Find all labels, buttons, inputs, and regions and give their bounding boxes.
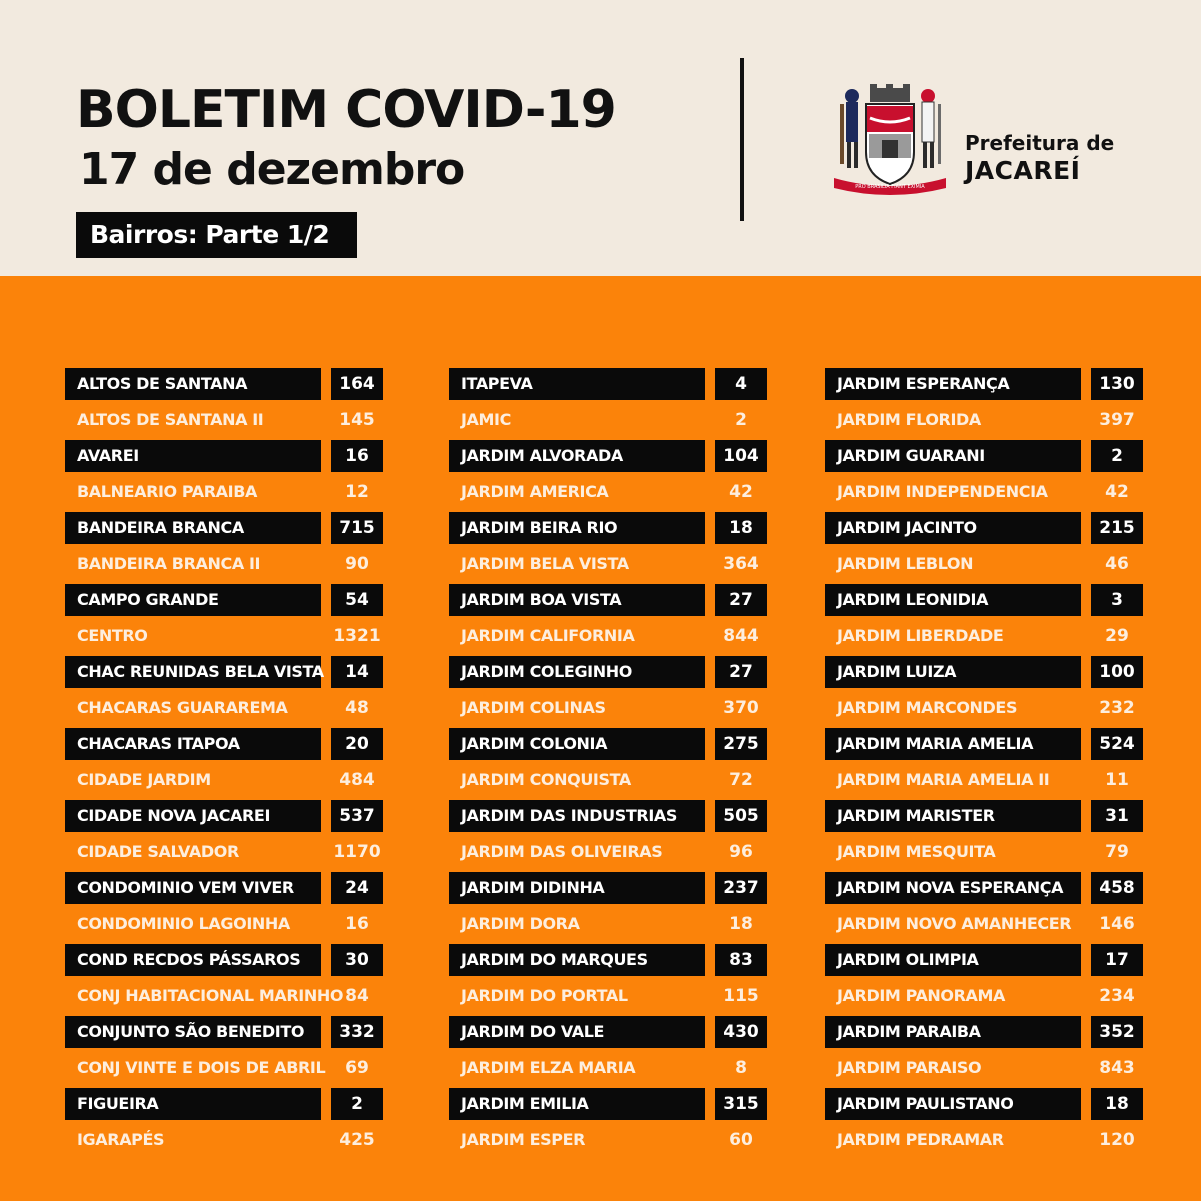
neighborhood-name: BANDEIRA BRANCA II xyxy=(77,554,261,573)
neighborhood-name: JARDIM ELZA MARIA xyxy=(461,1058,636,1077)
neighborhood-name: JARDIM INDEPENDENCIA xyxy=(837,482,1048,501)
neighborhood-name: ALTOS DE SANTANA xyxy=(65,368,321,400)
neighborhood-name: JARDIM DO MARQUES xyxy=(449,944,705,976)
neighborhood-name: JARDIM BEIRA RIO xyxy=(449,512,705,544)
case-count: 505 xyxy=(715,800,767,832)
neighborhood-row xyxy=(825,764,1145,800)
neighborhood-row xyxy=(825,944,1145,980)
neighborhood-name: CHACARAS GUARAREMA xyxy=(77,698,288,717)
neighborhood-row xyxy=(65,1124,385,1160)
case-count: 31 xyxy=(1091,800,1143,832)
neighborhood-row xyxy=(65,728,385,764)
neighborhood-row xyxy=(65,440,385,476)
neighborhood-name: CIDADE JARDIM xyxy=(77,770,211,789)
neighborhood-row xyxy=(825,692,1145,728)
neighborhood-row xyxy=(65,692,385,728)
case-count: 104 xyxy=(715,440,767,472)
neighborhood-column-2 xyxy=(449,368,769,1160)
neighborhood-name: JARDIM ESPERANÇA xyxy=(825,368,1081,400)
case-count: 2 xyxy=(1091,440,1143,472)
neighborhood-name: AVAREI xyxy=(65,440,321,472)
neighborhood-name: JARDIM DO PORTAL xyxy=(461,986,628,1005)
case-count: 215 xyxy=(1091,512,1143,544)
neighborhood-row xyxy=(449,908,769,944)
neighborhood-row xyxy=(65,512,385,548)
neighborhood-name: JARDIM DO VALE xyxy=(449,1016,705,1048)
case-count: 83 xyxy=(715,944,767,976)
neighborhood-row xyxy=(825,836,1145,872)
neighborhood-row xyxy=(65,404,385,440)
neighborhood-name: CONJ HABITACIONAL MARINHO xyxy=(77,986,344,1005)
case-count: 844 xyxy=(723,626,759,646)
neighborhood-name: ITAPEVA xyxy=(449,368,705,400)
neighborhood-row xyxy=(65,476,385,512)
bulletin-date: 17 de dezembro xyxy=(79,144,465,195)
neighborhood-row xyxy=(825,548,1145,584)
neighborhood-row xyxy=(449,1088,769,1124)
neighborhood-name: JARDIM CALIFORNIA xyxy=(461,626,635,645)
neighborhood-row xyxy=(449,1016,769,1052)
neighborhood-row xyxy=(449,440,769,476)
neighborhood-name: JARDIM NOVA ESPERANÇA xyxy=(825,872,1081,904)
neighborhood-name: JARDIM PARAISO xyxy=(837,1058,982,1077)
neighborhood-name: JARDIM MARISTER xyxy=(825,800,1081,832)
case-count: 84 xyxy=(345,986,369,1006)
case-count: 275 xyxy=(715,728,767,760)
case-count: 146 xyxy=(1099,914,1135,934)
neighborhood-name: JARDIM PANORAMA xyxy=(837,986,1006,1005)
neighborhood-row xyxy=(65,548,385,584)
neighborhood-name: CIDADE NOVA JACAREI xyxy=(65,800,321,832)
neighborhood-name: JARDIM DIDINHA xyxy=(449,872,705,904)
case-count: 2 xyxy=(331,1088,383,1120)
case-count: 458 xyxy=(1091,872,1143,904)
case-count: 843 xyxy=(1099,1058,1135,1078)
header-banner xyxy=(0,0,1201,276)
neighborhood-name: CIDADE SALVADOR xyxy=(77,842,239,861)
neighborhood-name: IGARAPÉS xyxy=(77,1130,165,1149)
neighborhood-name: JARDIM PAULISTANO xyxy=(825,1088,1081,1120)
neighborhood-name: CONJ VINTE E DOIS DE ABRIL xyxy=(77,1058,326,1077)
case-count: 54 xyxy=(331,584,383,616)
case-count: 16 xyxy=(345,914,369,934)
neighborhood-row xyxy=(449,980,769,1016)
case-count: 370 xyxy=(723,698,759,718)
case-count: 120 xyxy=(1099,1130,1135,1150)
neighborhood-row xyxy=(825,980,1145,1016)
case-count: 234 xyxy=(1099,986,1135,1006)
neighborhood-row xyxy=(449,764,769,800)
neighborhood-name: JARDIM ESPER xyxy=(461,1130,586,1149)
brand-line-2: JACAREÍ xyxy=(965,156,1081,185)
neighborhood-name: JARDIM GUARANI xyxy=(825,440,1081,472)
neighborhood-column-1 xyxy=(65,368,385,1160)
neighborhood-row xyxy=(65,800,385,836)
case-count: 42 xyxy=(729,482,753,502)
neighborhood-row xyxy=(449,620,769,656)
case-count: 27 xyxy=(715,656,767,688)
neighborhood-row xyxy=(449,836,769,872)
neighborhood-column-3 xyxy=(825,368,1145,1160)
neighborhood-row xyxy=(449,1052,769,1088)
neighborhood-name: BALNEARIO PARAIBA xyxy=(77,482,257,501)
neighborhood-row xyxy=(65,1016,385,1052)
neighborhood-name: JARDIM OLIMPIA xyxy=(825,944,1081,976)
neighborhood-row xyxy=(825,440,1145,476)
case-count: 18 xyxy=(729,914,753,934)
neighborhood-row xyxy=(449,584,769,620)
case-count: 130 xyxy=(1091,368,1143,400)
neighborhood-name: CONJUNTO SÃO BENEDITO xyxy=(65,1016,321,1048)
case-count: 42 xyxy=(1105,482,1129,502)
neighborhood-name: JARDIM ALVORADA xyxy=(449,440,705,472)
brand-line-1: Prefeitura de xyxy=(965,131,1115,155)
neighborhood-name: JARDIM DAS INDUSTRIAS xyxy=(449,800,705,832)
neighborhood-name: JARDIM LEONIDIA xyxy=(825,584,1081,616)
crest-motto: PRO BRASILIA FIANT EXIMIA xyxy=(855,184,925,190)
neighborhood-row xyxy=(65,980,385,1016)
neighborhood-name: JARDIM LEBLON xyxy=(837,554,974,573)
neighborhood-row xyxy=(449,692,769,728)
neighborhood-row xyxy=(825,872,1145,908)
case-count: 46 xyxy=(1105,554,1129,574)
case-count: 24 xyxy=(331,872,383,904)
neighborhood-name: JARDIM MARIA AMELIA xyxy=(825,728,1081,760)
section-badge: Bairros: Parte 1/2 xyxy=(76,212,357,258)
neighborhood-name: JARDIM LUIZA xyxy=(825,656,1081,688)
neighborhood-row xyxy=(825,908,1145,944)
case-count: 17 xyxy=(1091,944,1143,976)
neighborhood-name: BANDEIRA BRANCA xyxy=(65,512,321,544)
neighborhood-name: JARDIM NOVO AMANHECER xyxy=(837,914,1072,933)
neighborhood-row xyxy=(65,1052,385,1088)
case-count: 4 xyxy=(715,368,767,400)
neighborhood-row xyxy=(825,512,1145,548)
neighborhood-row xyxy=(65,1088,385,1124)
neighborhood-name: JARDIM CONQUISTA xyxy=(461,770,631,789)
neighborhood-name: JARDIM MARCONDES xyxy=(837,698,1018,717)
neighborhood-name: CONDOMINIO LAGOINHA xyxy=(77,914,290,933)
neighborhood-row xyxy=(449,476,769,512)
case-count: 397 xyxy=(1099,410,1135,430)
neighborhood-name: FIGUEIRA xyxy=(65,1088,321,1120)
case-count: 715 xyxy=(331,512,383,544)
neighborhood-name: JARDIM COLINAS xyxy=(461,698,606,717)
neighborhood-name: COND RECDOS PÁSSAROS xyxy=(65,944,321,976)
neighborhood-name: ALTOS DE SANTANA II xyxy=(77,410,264,429)
case-count: 96 xyxy=(729,842,753,862)
neighborhood-name: JARDIM MARIA AMELIA II xyxy=(837,770,1050,789)
header-divider xyxy=(740,58,744,221)
neighborhood-name: JARDIM AMERICA xyxy=(461,482,609,501)
neighborhood-name: JARDIM MESQUITA xyxy=(837,842,996,861)
neighborhood-row xyxy=(65,764,385,800)
case-count: 425 xyxy=(339,1130,375,1150)
case-count: 364 xyxy=(723,554,759,574)
case-count: 18 xyxy=(715,512,767,544)
case-count: 18 xyxy=(1091,1088,1143,1120)
neighborhood-row xyxy=(825,1124,1145,1160)
neighborhood-row xyxy=(825,728,1145,764)
neighborhood-name: JARDIM FLORIDA xyxy=(837,410,981,429)
neighborhood-name: CENTRO xyxy=(77,626,148,645)
case-count: 332 xyxy=(331,1016,383,1048)
neighborhood-name: JAMIC xyxy=(461,410,511,429)
neighborhood-row xyxy=(65,944,385,980)
case-count: 524 xyxy=(1091,728,1143,760)
neighborhood-row xyxy=(65,836,385,872)
case-count: 115 xyxy=(723,986,759,1006)
neighborhood-row xyxy=(825,1016,1145,1052)
case-count: 14 xyxy=(331,656,383,688)
case-count: 100 xyxy=(1091,656,1143,688)
neighborhood-name: JARDIM COLONIA xyxy=(449,728,705,760)
case-count: 30 xyxy=(331,944,383,976)
neighborhood-row xyxy=(825,1052,1145,1088)
case-count: 69 xyxy=(345,1058,369,1078)
neighborhood-name: JARDIM PEDRAMAR xyxy=(837,1130,1004,1149)
case-count: 430 xyxy=(715,1016,767,1048)
case-count: 60 xyxy=(729,1130,753,1150)
neighborhood-name: JARDIM DAS OLIVEIRAS xyxy=(461,842,663,861)
neighborhood-name: CONDOMINIO VEM VIVER xyxy=(65,872,321,904)
neighborhood-name: JARDIM PARAIBA xyxy=(825,1016,1081,1048)
case-count: 27 xyxy=(715,584,767,616)
neighborhood-row xyxy=(449,404,769,440)
case-count: 145 xyxy=(339,410,375,430)
neighborhood-row xyxy=(65,620,385,656)
neighborhood-name: JARDIM BELA VISTA xyxy=(461,554,629,573)
case-count: 79 xyxy=(1105,842,1129,862)
neighborhood-row xyxy=(449,656,769,692)
neighborhood-name: CHACARAS ITAPOA xyxy=(65,728,321,760)
case-count: 1321 xyxy=(333,626,381,646)
neighborhood-row xyxy=(65,656,385,692)
case-count: 48 xyxy=(345,698,369,718)
case-count: 72 xyxy=(729,770,753,790)
neighborhood-name: JARDIM JACINTO xyxy=(825,512,1081,544)
case-count: 352 xyxy=(1091,1016,1143,1048)
case-count: 3 xyxy=(1091,584,1143,616)
case-count: 29 xyxy=(1105,626,1129,646)
case-count: 232 xyxy=(1099,698,1135,718)
neighborhood-row xyxy=(825,620,1145,656)
neighborhood-row xyxy=(65,872,385,908)
neighborhood-name: JARDIM LIBERDADE xyxy=(837,626,1004,645)
case-count: 90 xyxy=(345,554,369,574)
neighborhood-row xyxy=(825,584,1145,620)
neighborhood-name: JARDIM EMILIA xyxy=(449,1088,705,1120)
neighborhood-row xyxy=(449,548,769,584)
neighborhood-row xyxy=(449,872,769,908)
neighborhood-row xyxy=(65,584,385,620)
neighborhood-row xyxy=(65,908,385,944)
neighborhood-row xyxy=(449,368,769,404)
neighborhood-row xyxy=(825,476,1145,512)
page-title: BOLETIM COVID-19 xyxy=(76,80,616,140)
case-count: 237 xyxy=(715,872,767,904)
neighborhood-row xyxy=(449,800,769,836)
case-count: 484 xyxy=(339,770,375,790)
neighborhood-row xyxy=(449,944,769,980)
case-count: 12 xyxy=(345,482,369,502)
case-count: 11 xyxy=(1105,770,1129,790)
city-crest-icon xyxy=(826,82,954,200)
case-count: 16 xyxy=(331,440,383,472)
city-brand xyxy=(965,130,1114,186)
case-count: 1170 xyxy=(333,842,381,862)
case-count: 2 xyxy=(735,410,747,430)
neighborhood-name: JARDIM DORA xyxy=(461,914,580,933)
neighborhood-name: CAMPO GRANDE xyxy=(65,584,321,616)
neighborhood-row xyxy=(825,656,1145,692)
neighborhood-row xyxy=(825,404,1145,440)
case-count: 20 xyxy=(331,728,383,760)
neighborhood-row xyxy=(825,800,1145,836)
neighborhood-row xyxy=(449,512,769,548)
neighborhood-row xyxy=(449,728,769,764)
neighborhood-row xyxy=(825,368,1145,404)
case-count: 537 xyxy=(331,800,383,832)
neighborhood-row xyxy=(825,1088,1145,1124)
case-count: 164 xyxy=(331,368,383,400)
neighborhood-name: JARDIM COLEGINHO xyxy=(449,656,705,688)
case-count: 315 xyxy=(715,1088,767,1120)
case-count: 8 xyxy=(735,1058,747,1078)
neighborhood-name: JARDIM BOA VISTA xyxy=(449,584,705,616)
neighborhood-row xyxy=(65,368,385,404)
neighborhood-name: CHAC REUNIDAS BELA VISTA xyxy=(65,656,321,688)
neighborhood-row xyxy=(449,1124,769,1160)
